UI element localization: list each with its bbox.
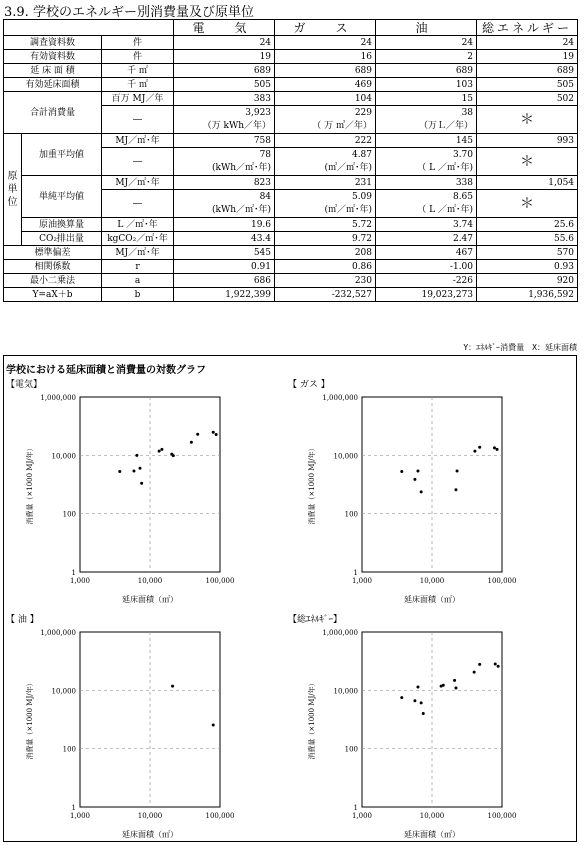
data-point [139, 467, 142, 470]
cell: 55.6 [477, 232, 578, 246]
y-axis-label: 消費量（×1000 MJ/年） [26, 444, 34, 525]
cell: 3.70 [376, 148, 477, 162]
data-point [416, 686, 419, 689]
cell-unit-note: (㎥／㎡･年) [275, 204, 376, 218]
corner-cell [4, 20, 174, 36]
y-tick-label: 1,000,000 [40, 394, 76, 402]
row-label: CO₂排出量 [22, 232, 102, 246]
x-tick-label: 10,000 [137, 577, 163, 585]
cell: 570 [477, 246, 578, 260]
row-unit: ― [102, 190, 174, 218]
cell: 686 [174, 274, 275, 288]
x-tick-label: 10,000 [419, 577, 445, 585]
x-axis-label: 延床面積（㎡） [404, 830, 460, 839]
cell: 993 [477, 134, 578, 148]
x-tick-label: 1,000 [351, 812, 373, 820]
row-unit: 千 ㎡ [102, 64, 174, 78]
axis-legend-note: Y：ｴﾈﾙｷﾞｰ消費量 X：延床面積 [463, 343, 577, 352]
data-point [496, 448, 499, 451]
cell: 383 [174, 92, 275, 106]
data-point [454, 488, 457, 491]
chart-oil [0, 615, 290, 845]
table-row [4, 218, 578, 232]
y-tick-label: 10,000 [51, 452, 76, 461]
cell: 19,023,273 [376, 288, 477, 302]
panel-label-oil: 【 油 】 [6, 615, 39, 625]
row-unit: MJ／㎡･年 [102, 134, 174, 148]
table-row [4, 92, 578, 106]
data-point [215, 433, 218, 436]
row-label: 相関係数 [4, 260, 102, 274]
table-row [4, 64, 578, 78]
cell: 24 [174, 36, 275, 50]
data-point [413, 699, 416, 702]
cell: 1,922,399 [174, 288, 275, 302]
data-point [400, 470, 403, 473]
group-label: 原単位 [4, 134, 22, 246]
cell: 5.09 [275, 190, 376, 204]
row-unit: 百万 MJ／年 [102, 92, 174, 106]
y-tick-label: 100 [344, 745, 358, 754]
cell: 758 [174, 134, 275, 148]
data-point [493, 446, 496, 449]
cell-unit-note: （ L ／㎡･年) [376, 162, 477, 176]
x-tick-label: 100,000 [205, 577, 235, 585]
cell: 222 [275, 134, 376, 148]
cell: 689 [376, 64, 477, 78]
table-row [4, 274, 578, 288]
cell: 24 [376, 36, 477, 50]
cell: 467 [376, 246, 477, 260]
x-tick-label: 100,000 [487, 812, 517, 820]
row-label: 有効資料数 [4, 50, 102, 64]
cell: 689 [174, 64, 275, 78]
row-label: 単純平均値 [22, 176, 102, 218]
row-unit: ― [102, 148, 174, 176]
cell-unit-note: (kWh／㎡･年) [174, 162, 275, 176]
y-axis-label: 消費量（×1000 MJ/年） [308, 679, 316, 760]
y-axis-label: 消費量（×1000 MJ/年） [308, 444, 316, 525]
row-label: 最小二乗法 [4, 274, 102, 288]
graph-title: 学校における延床面積と消費量の対数グラフ [6, 365, 206, 376]
cell: 2 [376, 50, 477, 64]
table-row [4, 78, 578, 92]
cell: 229 [275, 106, 376, 120]
row-label: 調査資料数 [4, 36, 102, 50]
row-unit: a [102, 274, 174, 288]
col-total-energy: 総エネルギー [477, 20, 578, 36]
cell: 38 [376, 106, 477, 120]
summary-table [3, 19, 578, 302]
panel-label-total: 【総ｴﾈﾙｷﾞｰ】 [288, 615, 343, 625]
cell-unit-note: （ L ／㎡･年) [376, 204, 477, 218]
row-unit: L ／㎡･年 [102, 218, 174, 232]
cell: 469 [275, 78, 376, 92]
table-row [4, 232, 578, 246]
cell: 8.65 [376, 190, 477, 204]
x-axis-label: 延床面積（㎡） [404, 595, 460, 604]
data-point [494, 662, 497, 665]
cell: 231 [275, 176, 376, 190]
header-row [4, 20, 578, 36]
cell-unit-note: （万Ｌ／年） [376, 120, 477, 134]
y-tick-label: 10,000 [51, 687, 76, 696]
page-title: 3.9. 学校のエネルギー別消費量及び原単位 [4, 5, 254, 20]
cell: 103 [376, 78, 477, 92]
cell: 505 [174, 78, 275, 92]
cell: 43.4 [174, 232, 275, 246]
cell-star: ＊ [477, 190, 578, 218]
row-label: 延 床 面 積 [4, 64, 102, 78]
data-point [158, 450, 161, 453]
data-point [160, 448, 163, 451]
table-row [4, 50, 578, 64]
row-unit: 件 [102, 36, 174, 50]
cell: 19 [477, 50, 578, 64]
data-point [453, 679, 456, 682]
row-label: 有効延床面積 [4, 78, 102, 92]
cell: 4.87 [275, 148, 376, 162]
chart-electricity [0, 380, 290, 610]
y-tick-label: 10,000 [333, 687, 358, 696]
cell: 145 [376, 134, 477, 148]
row-unit: b [102, 288, 174, 302]
data-point [420, 490, 423, 493]
cell-unit-note: （万 kWh／年） [174, 120, 275, 134]
table-row [4, 176, 578, 190]
cell: 338 [376, 176, 477, 190]
cell: -1.00 [376, 260, 477, 274]
cell: 502 [477, 92, 578, 106]
cell: 0.93 [477, 260, 578, 274]
y-tick-label: 100 [62, 745, 76, 754]
cell: 230 [275, 274, 376, 288]
row-label: 原油換算量 [22, 218, 102, 232]
data-point [420, 701, 423, 704]
data-point [212, 723, 215, 726]
cell: 2.47 [376, 232, 477, 246]
cell: 1,054 [477, 176, 578, 190]
cell: 5.72 [275, 218, 376, 232]
x-tick-label: 100,000 [205, 812, 235, 820]
cell: 16 [275, 50, 376, 64]
row-label: 標準偏差 [4, 246, 102, 260]
data-point [416, 470, 419, 473]
data-point [478, 663, 481, 666]
y-tick-label: 1 [71, 569, 76, 577]
y-tick-label: 1 [71, 804, 76, 812]
row-unit: kgCO₂／㎡･年 [102, 232, 174, 246]
cell: 3.74 [376, 218, 477, 232]
table-row [4, 288, 578, 302]
x-tick-label: 100,000 [487, 577, 517, 585]
data-point [190, 441, 193, 444]
cell: 84 [174, 190, 275, 204]
x-tick-label: 10,000 [137, 812, 163, 820]
data-point [135, 454, 138, 457]
cell: -226 [376, 274, 477, 288]
cell: 208 [275, 246, 376, 260]
cell: 19.6 [174, 218, 275, 232]
x-axis-label: 延床面積（㎡） [122, 830, 178, 839]
cell: 0.91 [174, 260, 275, 274]
row-label: 合計消費量 [4, 92, 102, 134]
cell: 104 [275, 92, 376, 106]
col-electricity: 電 気 [174, 20, 275, 36]
table-row [4, 134, 578, 148]
data-point [473, 450, 476, 453]
data-point [497, 665, 500, 668]
cell: 3,923 [174, 106, 275, 120]
y-tick-label: 1 [353, 569, 358, 577]
row-unit: r [102, 260, 174, 274]
row-label: 加重平均値 [22, 134, 102, 176]
data-point [473, 671, 476, 674]
data-point [172, 454, 175, 457]
x-tick-label: 1,000 [351, 577, 373, 585]
panel-label-electricity: 【電気】 [6, 380, 43, 390]
col-gas: ガ ス [275, 20, 376, 36]
row-unit: 千 ㎡ [102, 78, 174, 92]
cell: -232,527 [275, 288, 376, 302]
y-tick-label: 1,000,000 [322, 394, 358, 402]
table-row [4, 36, 578, 50]
cell: 545 [174, 246, 275, 260]
cell: 19 [174, 50, 275, 64]
chart-total [282, 615, 572, 845]
data-point [140, 482, 143, 485]
data-point [118, 470, 121, 473]
cell-star: ＊ [477, 106, 578, 134]
table-row [4, 246, 578, 260]
row-unit: MJ／㎡･年 [102, 246, 174, 260]
y-tick-label: 10,000 [333, 452, 358, 461]
col-oil: 油 [376, 20, 477, 36]
cell: 78 [174, 148, 275, 162]
chart-gas [282, 380, 572, 610]
y-tick-label: 100 [344, 510, 358, 519]
data-point [454, 687, 457, 690]
cell-unit-note: （ 万 ㎥／年） [275, 120, 376, 134]
cell: 15 [376, 92, 477, 106]
data-point [413, 478, 416, 481]
data-point [212, 431, 215, 434]
y-axis-label: 消費量（×1000 MJ/年） [26, 679, 34, 760]
data-point [171, 685, 174, 688]
cell: 823 [174, 176, 275, 190]
data-point [400, 696, 403, 699]
data-point [196, 433, 199, 436]
data-point [132, 470, 135, 473]
panel-label-gas: 【 ガス 】 [288, 380, 330, 390]
cell: 0.86 [275, 260, 376, 274]
data-point [442, 684, 445, 687]
y-tick-label: 100 [62, 510, 76, 519]
data-point [478, 446, 481, 449]
cell: 24 [275, 36, 376, 50]
x-tick-label: 1,000 [69, 812, 91, 820]
row-unit: 件 [102, 50, 174, 64]
table-row [4, 260, 578, 274]
cell: 920 [477, 274, 578, 288]
x-axis-label: 延床面積（㎡） [122, 595, 178, 604]
cell: 24 [477, 36, 578, 50]
cell: 9.72 [275, 232, 376, 246]
data-point [456, 470, 459, 473]
y-tick-label: 1 [353, 804, 358, 812]
cell-star: ＊ [477, 148, 578, 176]
cell-unit-note: (㎥／㎡･年) [275, 162, 376, 176]
cell: 1,936,592 [477, 288, 578, 302]
row-unit: MJ／㎡･年 [102, 176, 174, 190]
cell: 689 [275, 64, 376, 78]
cell: 505 [477, 78, 578, 92]
row-label: Y=aX＋b [4, 288, 102, 302]
cell: 25.6 [477, 218, 578, 232]
y-tick-label: 1,000,000 [40, 629, 76, 637]
cell-unit-note: (kWh／㎡･年) [174, 204, 275, 218]
cell: 689 [477, 64, 578, 78]
x-tick-label: 10,000 [419, 812, 445, 820]
data-point [422, 712, 425, 715]
x-tick-label: 1,000 [69, 577, 91, 585]
row-unit: ― [102, 106, 174, 134]
y-tick-label: 1,000,000 [322, 629, 358, 637]
